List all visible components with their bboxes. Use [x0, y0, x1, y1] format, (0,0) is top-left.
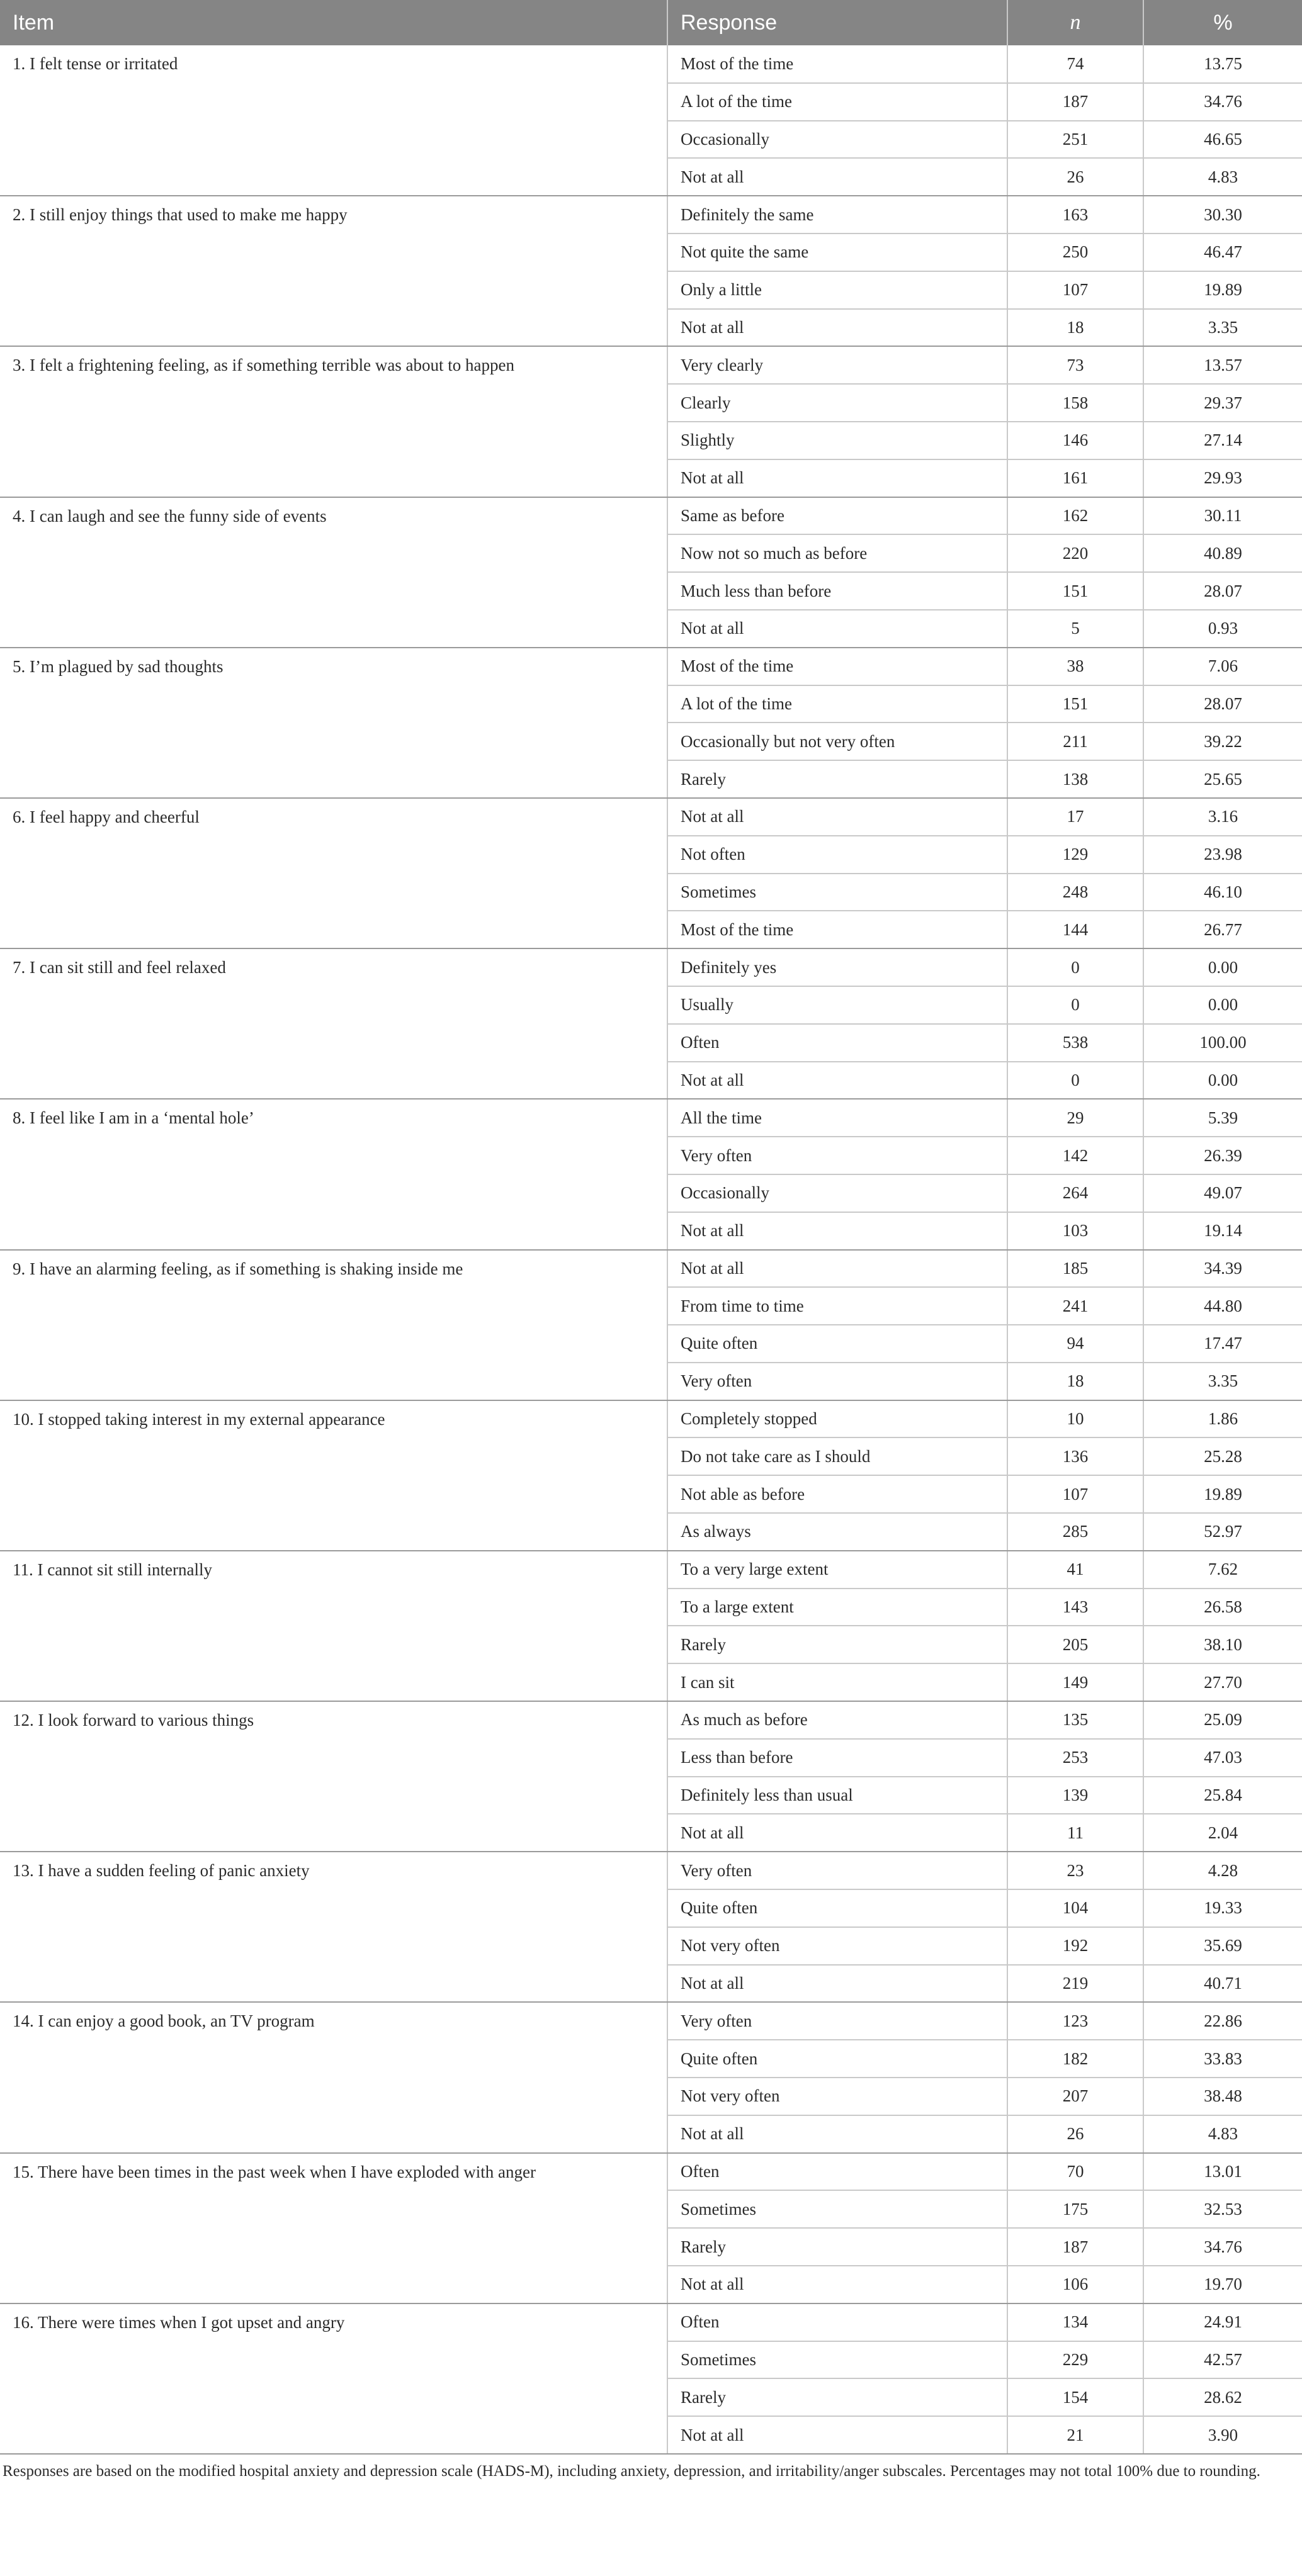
count-cell: 285	[1007, 1513, 1143, 1551]
count-cell: 187	[1007, 2228, 1143, 2266]
percent-cell: 52.97	[1143, 1513, 1302, 1551]
table-row	[0, 1099, 1302, 1137]
count-cell: 241	[1007, 1287, 1143, 1325]
table-row	[0, 497, 1302, 535]
count-cell: 142	[1007, 1137, 1143, 1174]
response-cell: Most of the time	[667, 911, 1007, 948]
response-cell: Very often	[667, 1363, 1007, 1400]
percent-cell: 0.00	[1143, 1062, 1302, 1100]
item-question-cell: 6. I feel happy and cheerful	[0, 798, 667, 948]
table-row	[0, 1400, 1302, 1438]
count-cell: 207	[1007, 2078, 1143, 2115]
percent-cell: 19.70	[1143, 2266, 1302, 2303]
count-cell: 18	[1007, 1363, 1143, 1400]
count-cell: 123	[1007, 2002, 1143, 2040]
table-header	[0, 0, 1302, 45]
response-cell: Less than before	[667, 1739, 1007, 1777]
response-cell: Quite often	[667, 1889, 1007, 1927]
count-cell: 26	[1007, 158, 1143, 196]
response-cell: Rarely	[667, 2378, 1007, 2416]
item-question-cell: 1. I felt tense or irritated	[0, 45, 667, 196]
percent-cell: 38.48	[1143, 2078, 1302, 2115]
response-cell: Not at all	[667, 1250, 1007, 1288]
percent-cell: 27.70	[1143, 1663, 1302, 1701]
header-row	[0, 0, 1302, 45]
count-cell: 104	[1007, 1889, 1143, 1927]
response-cell: Slightly	[667, 422, 1007, 459]
response-cell: Rarely	[667, 760, 1007, 798]
response-cell: Sometimes	[667, 2190, 1007, 2228]
percent-cell: 19.89	[1143, 271, 1302, 309]
item-question-cell: 2. I still enjoy things that used to make me happy	[0, 196, 667, 346]
table-row	[0, 798, 1302, 836]
count-cell: 151	[1007, 685, 1143, 723]
count-cell: 219	[1007, 1965, 1143, 2003]
count-cell: 107	[1007, 1475, 1143, 1513]
percent-cell: 25.65	[1143, 760, 1302, 798]
count-cell: 138	[1007, 760, 1143, 798]
item-question-cell: 11. I cannot sit still internally	[0, 1551, 667, 1701]
count-cell: 29	[1007, 1099, 1143, 1137]
table-row	[0, 1551, 1302, 1589]
count-cell: 129	[1007, 836, 1143, 874]
response-cell: Not at all	[667, 158, 1007, 196]
count-cell: 185	[1007, 1250, 1143, 1288]
header-response: Response	[667, 0, 1007, 45]
table-row	[0, 2303, 1302, 2341]
table-row	[0, 45, 1302, 83]
response-cell: Occasionally but not very often	[667, 723, 1007, 760]
response-cell: Very often	[667, 2002, 1007, 2040]
count-cell: 251	[1007, 121, 1143, 159]
percent-cell: 33.83	[1143, 2040, 1302, 2078]
header-percent: %	[1143, 0, 1302, 45]
item-question-cell: 9. I have an alarming feeling, as if something is shaking inside me	[0, 1250, 667, 1400]
response-cell: Rarely	[667, 1626, 1007, 1663]
count-cell: 11	[1007, 1814, 1143, 1852]
count-cell: 161	[1007, 459, 1143, 497]
percent-cell: 27.14	[1143, 422, 1302, 459]
count-cell: 182	[1007, 2040, 1143, 2078]
percent-cell: 47.03	[1143, 1739, 1302, 1777]
item-question-cell: 8. I feel like I am in a ‘mental hole’	[0, 1099, 667, 1249]
count-cell: 26	[1007, 2115, 1143, 2153]
count-cell: 154	[1007, 2378, 1143, 2416]
response-cell: Quite often	[667, 2040, 1007, 2078]
item-question-cell: 3. I felt a frightening feeling, as if something terrible was about to happen	[0, 346, 667, 497]
count-cell: 0	[1007, 948, 1143, 986]
item-question-cell: 10. I stopped taking interest in my external appearance	[0, 1400, 667, 1551]
count-cell: 70	[1007, 2153, 1143, 2191]
percent-cell: 19.33	[1143, 1889, 1302, 1927]
response-cell: All the time	[667, 1099, 1007, 1137]
item-question-cell: 13. I have a sudden feeling of panic anxiety	[0, 1852, 667, 2002]
percent-cell: 30.11	[1143, 497, 1302, 535]
response-cell: Definitely the same	[667, 196, 1007, 233]
response-cell: Not at all	[667, 610, 1007, 648]
header-n: n	[1007, 0, 1143, 45]
response-cell: Very clearly	[667, 346, 1007, 384]
percent-cell: 17.47	[1143, 1325, 1302, 1363]
table-row	[0, 1701, 1302, 1739]
response-cell: Very often	[667, 1137, 1007, 1174]
count-cell: 538	[1007, 1024, 1143, 1062]
percent-cell: 26.58	[1143, 1589, 1302, 1626]
percent-cell: 39.22	[1143, 723, 1302, 760]
percent-cell: 34.76	[1143, 2228, 1302, 2266]
percent-cell: 0.93	[1143, 610, 1302, 648]
percent-cell: 44.80	[1143, 1287, 1302, 1325]
percent-cell: 7.62	[1143, 1551, 1302, 1589]
response-cell: I can sit	[667, 1663, 1007, 1701]
count-cell: 211	[1007, 723, 1143, 760]
percent-cell: 3.90	[1143, 2416, 1302, 2454]
response-cell: Definitely less than usual	[667, 1777, 1007, 1814]
count-cell: 94	[1007, 1325, 1143, 1363]
count-cell: 162	[1007, 497, 1143, 535]
percent-cell: 46.65	[1143, 121, 1302, 159]
count-cell: 5	[1007, 610, 1143, 648]
response-cell: As much as before	[667, 1701, 1007, 1739]
percent-cell: 0.00	[1143, 986, 1302, 1024]
count-cell: 205	[1007, 1626, 1143, 1663]
percent-cell: 29.37	[1143, 384, 1302, 422]
percent-cell: 4.28	[1143, 1852, 1302, 1889]
percent-cell: 25.28	[1143, 1437, 1302, 1475]
response-cell: Sometimes	[667, 874, 1007, 911]
response-cell: Sometimes	[667, 2341, 1007, 2379]
count-cell: 106	[1007, 2266, 1143, 2303]
response-cell: Not at all	[667, 459, 1007, 497]
percent-cell: 24.91	[1143, 2303, 1302, 2341]
percent-cell: 1.86	[1143, 1400, 1302, 1438]
count-cell: 192	[1007, 1927, 1143, 1965]
count-cell: 175	[1007, 2190, 1143, 2228]
count-cell: 187	[1007, 83, 1143, 121]
percent-cell: 3.16	[1143, 798, 1302, 836]
count-cell: 134	[1007, 2303, 1143, 2341]
response-cell: Only a little	[667, 271, 1007, 309]
response-cell: Often	[667, 2303, 1007, 2341]
percent-cell: 28.07	[1143, 572, 1302, 610]
count-cell: 107	[1007, 271, 1143, 309]
item-question-cell: 14. I can enjoy a good book, an TV program	[0, 2002, 667, 2152]
response-cell: Often	[667, 1024, 1007, 1062]
response-cell: Not very often	[667, 2078, 1007, 2115]
percent-cell: 34.76	[1143, 83, 1302, 121]
count-cell: 38	[1007, 648, 1143, 685]
response-cell: Rarely	[667, 2228, 1007, 2266]
table-row	[0, 346, 1302, 384]
response-cell: Much less than before	[667, 572, 1007, 610]
item-question-cell: 5. I’m plagued by sad thoughts	[0, 648, 667, 798]
count-cell: 0	[1007, 1062, 1143, 1100]
count-cell: 146	[1007, 422, 1143, 459]
percent-cell: 40.89	[1143, 534, 1302, 572]
response-cell: Not at all	[667, 1965, 1007, 2003]
count-cell: 41	[1007, 1551, 1143, 1589]
count-cell: 74	[1007, 45, 1143, 83]
count-cell: 163	[1007, 196, 1143, 233]
percent-cell: 49.07	[1143, 1174, 1302, 1212]
response-cell: Not at all	[667, 309, 1007, 347]
count-cell: 151	[1007, 572, 1143, 610]
percent-cell: 26.77	[1143, 911, 1302, 948]
header-item: Item	[0, 0, 667, 45]
count-cell: 103	[1007, 1212, 1143, 1250]
percent-cell: 3.35	[1143, 309, 1302, 347]
response-cell: A lot of the time	[667, 685, 1007, 723]
count-cell: 250	[1007, 233, 1143, 271]
count-cell: 220	[1007, 534, 1143, 572]
count-cell: 158	[1007, 384, 1143, 422]
count-cell: 10	[1007, 1400, 1143, 1438]
percent-cell: 19.14	[1143, 1212, 1302, 1250]
count-cell: 253	[1007, 1739, 1143, 1777]
table-row	[0, 1250, 1302, 1288]
response-cell: Definitely yes	[667, 948, 1007, 986]
item-question-cell: 4. I can laugh and see the funny side of events	[0, 497, 667, 648]
response-cell: Usually	[667, 986, 1007, 1024]
percent-cell: 13.75	[1143, 45, 1302, 83]
response-cell: Not quite the same	[667, 233, 1007, 271]
item-question-cell: 16. There were times when I got upset and angry	[0, 2303, 667, 2454]
response-cell: Not able as before	[667, 1475, 1007, 1513]
percent-cell: 5.39	[1143, 1099, 1302, 1137]
count-cell: 136	[1007, 1437, 1143, 1475]
table-row	[0, 2002, 1302, 2040]
count-cell: 17	[1007, 798, 1143, 836]
percent-cell: 28.62	[1143, 2378, 1302, 2416]
percent-cell: 100.00	[1143, 1024, 1302, 1062]
response-cell: Most of the time	[667, 648, 1007, 685]
table-row	[0, 196, 1302, 233]
table-body	[0, 45, 1302, 2454]
count-cell: 149	[1007, 1663, 1143, 1701]
response-cell: Most of the time	[667, 45, 1007, 83]
percent-cell: 26.39	[1143, 1137, 1302, 1174]
response-cell: Not at all	[667, 798, 1007, 836]
table-row	[0, 1852, 1302, 1889]
item-question-cell: 12. I look forward to various things	[0, 1701, 667, 1852]
percent-cell: 32.53	[1143, 2190, 1302, 2228]
item-question-cell: 15. There have been times in the past week when I have exploded with anger	[0, 2153, 667, 2303]
percent-cell: 25.09	[1143, 1701, 1302, 1739]
response-cell: Not at all	[667, 1062, 1007, 1100]
percent-cell: 19.89	[1143, 1475, 1302, 1513]
percent-cell: 46.10	[1143, 874, 1302, 911]
percent-cell: 30.30	[1143, 196, 1302, 233]
percent-cell: 35.69	[1143, 1927, 1302, 1965]
response-cell: Not at all	[667, 2416, 1007, 2454]
table-row	[0, 2153, 1302, 2191]
response-cell: Clearly	[667, 384, 1007, 422]
response-cell: Quite often	[667, 1325, 1007, 1363]
response-cell: To a large extent	[667, 1589, 1007, 1626]
count-cell: 229	[1007, 2341, 1143, 2379]
response-cell: Do not take care as I should	[667, 1437, 1007, 1475]
percent-cell: 23.98	[1143, 836, 1302, 874]
count-cell: 0	[1007, 986, 1143, 1024]
response-cell: To a very large extent	[667, 1551, 1007, 1589]
percent-cell: 2.04	[1143, 1814, 1302, 1852]
percent-cell: 4.83	[1143, 2115, 1302, 2153]
response-cell: As always	[667, 1513, 1007, 1551]
percent-cell: 29.93	[1143, 459, 1302, 497]
response-cell: Now not so much as before	[667, 534, 1007, 572]
response-cell: Same as before	[667, 497, 1007, 535]
percent-cell: 40.71	[1143, 1965, 1302, 2003]
percent-cell: 28.07	[1143, 685, 1302, 723]
response-cell: Not at all	[667, 2266, 1007, 2303]
response-cell: Completely stopped	[667, 1400, 1007, 1438]
percent-cell: 46.47	[1143, 233, 1302, 271]
table-row	[0, 948, 1302, 986]
percent-cell: 0.00	[1143, 948, 1302, 986]
count-cell: 18	[1007, 309, 1143, 347]
response-cell: Often	[667, 2153, 1007, 2191]
response-cell: Very often	[667, 1852, 1007, 1889]
percent-cell: 38.10	[1143, 1626, 1302, 1663]
percent-cell: 4.83	[1143, 158, 1302, 196]
response-cell: Not at all	[667, 1814, 1007, 1852]
response-cell: Not at all	[667, 2115, 1007, 2153]
response-cell: A lot of the time	[667, 83, 1007, 121]
percent-cell: 13.57	[1143, 346, 1302, 384]
percent-cell: 42.57	[1143, 2341, 1302, 2379]
count-cell: 144	[1007, 911, 1143, 948]
count-cell: 139	[1007, 1777, 1143, 1814]
count-cell: 264	[1007, 1174, 1143, 1212]
percent-cell: 3.35	[1143, 1363, 1302, 1400]
percent-cell: 7.06	[1143, 648, 1302, 685]
percent-cell: 13.01	[1143, 2153, 1302, 2191]
response-cell: From time to time	[667, 1287, 1007, 1325]
percent-cell: 25.84	[1143, 1777, 1302, 1814]
count-cell: 248	[1007, 874, 1143, 911]
count-cell: 135	[1007, 1701, 1143, 1739]
response-cell: Not very often	[667, 1927, 1007, 1965]
count-cell: 143	[1007, 1589, 1143, 1626]
percent-cell: 22.86	[1143, 2002, 1302, 2040]
response-cell: Occasionally	[667, 121, 1007, 159]
table-row	[0, 648, 1302, 685]
count-cell: 21	[1007, 2416, 1143, 2454]
item-question-cell: 7. I can sit still and feel relaxed	[0, 948, 667, 1099]
response-cell: Occasionally	[667, 1174, 1007, 1212]
table-footnote: Responses are based on the modified hospital anxiety and depression scale (HADS-M), including anxiety, depression, and irritability/anger subscales. Percentages may not total 100% due to rounding.	[3, 2463, 1260, 2480]
response-cell: Not often	[667, 836, 1007, 874]
response-cell: Not at all	[667, 1212, 1007, 1250]
count-cell: 73	[1007, 346, 1143, 384]
count-cell: 23	[1007, 1852, 1143, 1889]
percent-cell: 34.39	[1143, 1250, 1302, 1288]
